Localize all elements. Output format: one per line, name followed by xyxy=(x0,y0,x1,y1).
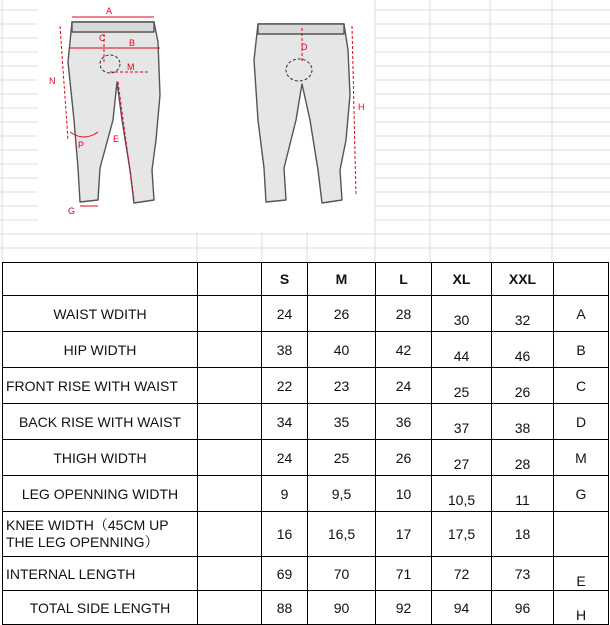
value-cell: 28 xyxy=(376,296,432,332)
value-cell: 11 xyxy=(492,476,554,512)
table-row xyxy=(3,557,609,591)
label-n: N xyxy=(49,76,56,86)
value-cell: 94 xyxy=(432,591,492,625)
label-a: A xyxy=(106,6,113,16)
label-b: B xyxy=(129,38,136,48)
value-cell: 24 xyxy=(262,296,308,332)
row-label: TOTAL SIDE LENGTH xyxy=(3,591,198,625)
value-cell: 88 xyxy=(262,591,308,625)
value-cell: 10,5 xyxy=(432,476,492,512)
value-cell: 73 xyxy=(492,557,554,591)
value-cell: 26 xyxy=(492,368,554,404)
row-label: BACK RISE WITH WAIST xyxy=(3,404,198,440)
value-cell: 71 xyxy=(376,557,432,591)
header-size-s: S xyxy=(262,263,308,296)
table-row xyxy=(3,332,609,368)
value-cell: 22 xyxy=(262,368,308,404)
value-cell: 17 xyxy=(376,512,432,557)
value-cell: 9 xyxy=(262,476,308,512)
value-cell: 72 xyxy=(432,557,492,591)
label-p: P xyxy=(78,140,85,150)
value-cell: 9,5 xyxy=(308,476,376,512)
measurement-code: E xyxy=(554,557,609,591)
table-row xyxy=(3,476,609,512)
value-cell: 28 xyxy=(492,440,554,476)
measurement-code: M xyxy=(554,440,609,476)
value-cell: 90 xyxy=(308,591,376,625)
value-cell: 34 xyxy=(262,404,308,440)
label-d: D xyxy=(301,42,308,52)
blank-column-cell xyxy=(198,591,262,625)
value-cell: 38 xyxy=(492,404,554,440)
row-label: KNEE WIDTH（45CM UP THE LEG OPENNING） xyxy=(3,512,198,557)
row-label: HIP WIDTH xyxy=(3,332,198,368)
row-label: LEG OPENNING WIDTH xyxy=(3,476,198,512)
header-empty-label xyxy=(3,263,198,296)
table-row xyxy=(3,512,609,557)
row-label: THIGH WIDTH xyxy=(3,440,198,476)
value-cell: 26 xyxy=(308,296,376,332)
measurement-code: G xyxy=(554,476,609,512)
value-cell: 23 xyxy=(308,368,376,404)
value-cell: 18 xyxy=(492,512,554,557)
blank-column-cell xyxy=(198,512,262,557)
label-g: G xyxy=(68,206,76,216)
blank-column-cell xyxy=(198,368,262,404)
header-size-m: M xyxy=(308,263,376,296)
blank-column-cell xyxy=(198,263,262,296)
pants-measurement-diagram xyxy=(0,0,610,262)
blank-column-cell xyxy=(198,332,262,368)
value-cell: 36 xyxy=(376,404,432,440)
row-label: FRONT RISE WITH WAIST xyxy=(3,368,198,404)
header-size-xxl: XXL xyxy=(492,263,554,296)
blank-column-cell xyxy=(198,440,262,476)
table-row xyxy=(3,296,609,332)
value-cell: 37 xyxy=(432,404,492,440)
value-cell: 42 xyxy=(376,332,432,368)
value-cell: 10 xyxy=(376,476,432,512)
label-h: H xyxy=(358,102,365,112)
label-m: M xyxy=(127,62,135,72)
value-cell: 25 xyxy=(432,368,492,404)
value-cell: 30 xyxy=(432,296,492,332)
label-c: C xyxy=(99,33,106,43)
value-cell: 26 xyxy=(376,440,432,476)
blank-column-cell xyxy=(198,404,262,440)
header-size-xl: XL xyxy=(432,263,492,296)
value-cell: 69 xyxy=(262,557,308,591)
measurement-code: H xyxy=(554,591,609,625)
table-row xyxy=(3,440,609,476)
blank-column-cell xyxy=(198,476,262,512)
blank-column-cell xyxy=(198,296,262,332)
measurement-code: A xyxy=(554,296,609,332)
measurement-code: C xyxy=(554,368,609,404)
row-label: WAIST WDITH xyxy=(3,296,198,332)
table-row xyxy=(3,368,609,404)
value-cell: 27 xyxy=(432,440,492,476)
value-cell: 96 xyxy=(492,591,554,625)
value-cell: 40 xyxy=(308,332,376,368)
table-row xyxy=(3,591,609,625)
value-cell: 92 xyxy=(376,591,432,625)
value-cell: 46 xyxy=(492,332,554,368)
header-size-l: L xyxy=(376,263,432,296)
value-cell: 25 xyxy=(308,440,376,476)
header-empty-code xyxy=(554,263,609,296)
value-cell: 32 xyxy=(492,296,554,332)
value-cell: 38 xyxy=(262,332,308,368)
measurement-code: B xyxy=(554,332,609,368)
value-cell: 16,5 xyxy=(308,512,376,557)
row-label: INTERNAL LENGTH xyxy=(3,557,198,591)
size-table xyxy=(2,262,609,625)
table-header-row xyxy=(3,263,609,296)
value-cell: 70 xyxy=(308,557,376,591)
label-e: E xyxy=(113,134,120,144)
measurement-code xyxy=(554,512,609,557)
value-cell: 24 xyxy=(376,368,432,404)
measurement-code: D xyxy=(554,404,609,440)
table-row xyxy=(3,404,609,440)
value-cell: 16 xyxy=(262,512,308,557)
value-cell: 17,5 xyxy=(432,512,492,557)
blank-column-cell xyxy=(198,557,262,591)
value-cell: 24 xyxy=(262,440,308,476)
value-cell: 35 xyxy=(308,404,376,440)
value-cell: 44 xyxy=(432,332,492,368)
